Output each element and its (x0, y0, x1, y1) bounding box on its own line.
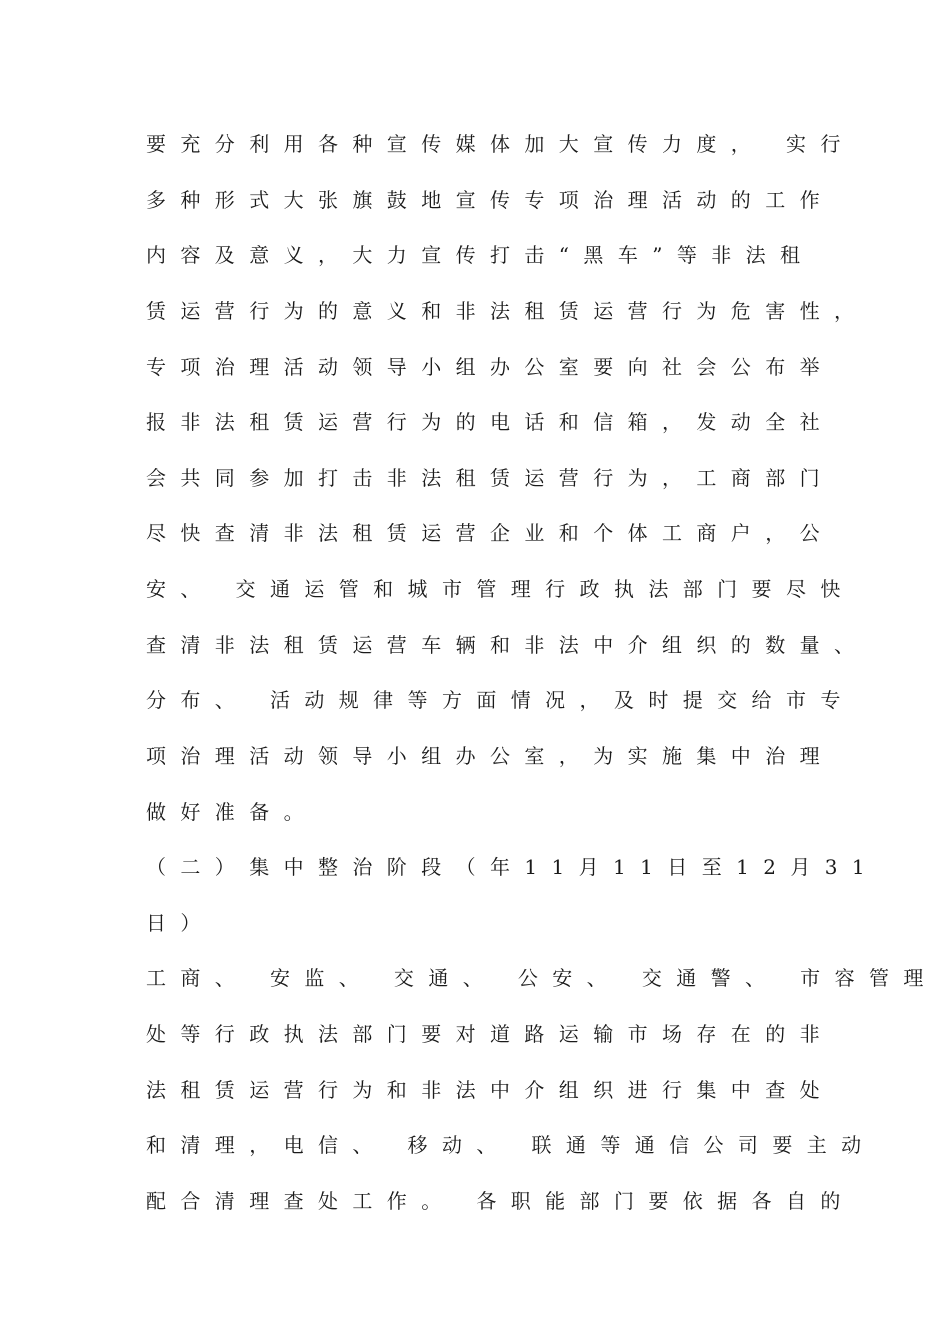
section-heading-continuation: 日） (146, 911, 215, 935)
body-text-line: 配合清理查处工作。 各职能部门要依据各自的 (146, 1189, 855, 1213)
body-text-line: 要充分利用各种宣传媒体加大宣传力度， 实行 (146, 132, 855, 156)
body-text-line: 专项治理活动领导小组办公室要向社会公布举 (146, 355, 834, 379)
body-text-line: 尽快查清非法租赁运营企业和个体工商户，公 (146, 521, 834, 545)
body-text-line: 项治理活动领导小组办公室，为实施集中治理 (146, 744, 834, 768)
body-text-line: 做好准备。 (146, 800, 318, 824)
body-text-line: 会共同参加打击非法租赁运营行为，工商部门 (146, 466, 834, 490)
body-text-line: 处等行政执法部门要对道路运输市场存在的非 (146, 1022, 834, 1046)
body-text-line: 工商、 安监、 交通、 公安、 交通警、 市容管理 (146, 966, 938, 990)
body-text-line: 分布、 活动规律等方面情况，及时提交给市专 (146, 688, 855, 712)
body-text-line: 报非法租赁运营行为的电话和信箱，发动全社 (146, 410, 834, 434)
body-text-line: 查清非法租赁运营车辆和非法中介组织的数量、 (146, 633, 869, 657)
body-text-line: 赁运营行为的意义和非法租赁运营行为危害性， (146, 299, 869, 323)
section-heading: （二）集中整治阶段（年11月11日至12月31 (146, 855, 879, 879)
body-text-line: 和清理，电信、 移动、 联通等通信公司要主动 (146, 1133, 876, 1157)
body-text-line: 内容及意义，大力宣传打击“黑车”等非法租 (146, 243, 815, 267)
body-text-line: 法租赁运营行为和非法中介组织进行集中查处 (146, 1078, 834, 1102)
body-text-line: 多种形式大张旗鼓地宣传专项治理活动的工作 (146, 188, 834, 212)
body-text-line: 安、 交通运管和城市管理行政执法部门要尽快 (146, 577, 855, 601)
